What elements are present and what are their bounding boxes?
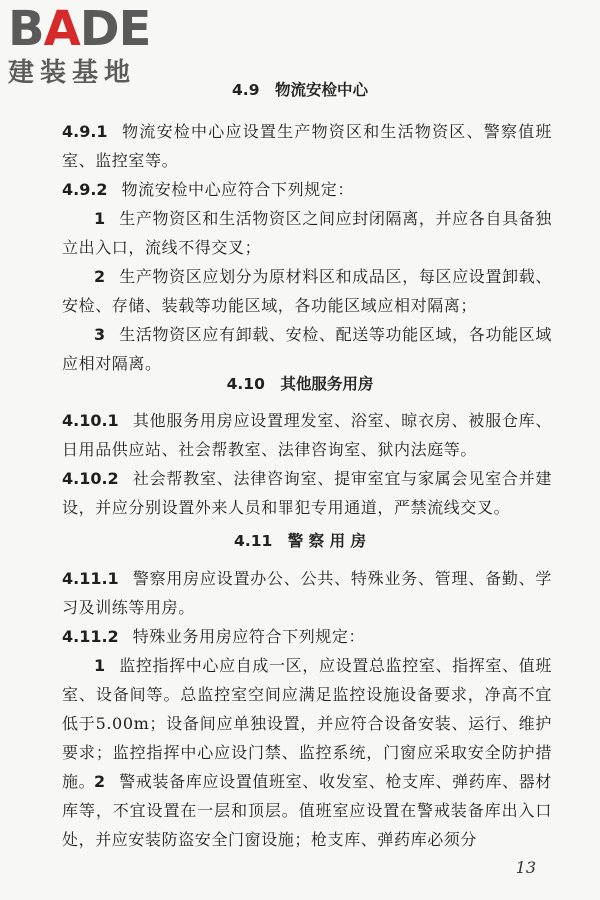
clause-number: 4.10.1 bbox=[62, 411, 119, 430]
item-text: 监控指挥中心应自成一区，应设置总监控室、指挥室、值班室、设备间等。总监控室空间应满足监控设施设备要求，净高不宜低于5.00m；设备间应单独设置，并应符合设备安装、运行、维护要求；监控指挥中心应设门禁、监控系统，门窗应采取安全防护措施。 bbox=[62, 656, 552, 791]
clause-4-11-2 bbox=[62, 622, 552, 651]
clause-text: 社会帮教室、法律咨询室、提审室宜与家属会见室合并建设，并应分别设置外来人员和罪犯专用通道，严禁流线交叉。 bbox=[62, 469, 552, 517]
clause-4-10-1 bbox=[62, 406, 552, 464]
item-text: 警戒装备库应设置值班室、收发室、枪支库、弹药库、器材库等，不宜设置在一层和顶层。值班室应设置在警戒装备库出入口处，并应安装防盗安全门窗设施；枪支库、弹药库必须分 bbox=[62, 772, 552, 849]
item-number: 1 bbox=[94, 209, 106, 228]
clause-4-11-1 bbox=[62, 564, 552, 622]
clause-4-9-2-item-1 bbox=[62, 204, 552, 262]
clause-4-11-2-item-2 bbox=[62, 767, 552, 854]
item-number: 2 bbox=[94, 772, 106, 791]
clause-4-9-2-item-2 bbox=[62, 262, 552, 320]
clause-4-10-2 bbox=[62, 464, 552, 522]
section-heading-4-10: 4.10 其他服务用房 bbox=[226, 375, 374, 393]
clause-4-9-1 bbox=[62, 117, 552, 175]
clause-text: 警察用房应设置办公、公共、特殊业务、管理、备勤、学习及训练等用房。 bbox=[62, 569, 552, 617]
logo-subtitle: 建装基地 bbox=[8, 58, 137, 88]
item-text: 生产物资区和生活物资区之间应封闭隔离，并应各自具备独立出入口，流线不得交叉； bbox=[62, 209, 552, 257]
clause-text: 物流安检中心应符合下列规定： bbox=[121, 180, 354, 199]
clause-number: 4.9.2 bbox=[62, 180, 108, 199]
clause-text: 其他服务用房应设置理发室、浴室、晾衣房、被服仓库、日用品供应站、社会帮教室、法律咨询室、狱内法庭等。 bbox=[62, 411, 552, 459]
item-text: 生产物资区应划分为原材料区和成品区，每区应设置卸载、安检、存储、装载等功能区域，各功能区域应相对隔离； bbox=[62, 267, 552, 315]
section-heading-4-11: 4.11 警 察 用 房 bbox=[234, 532, 366, 550]
bade-logo bbox=[8, 1, 178, 88]
logo-wordmark: BADE bbox=[8, 1, 151, 57]
clause-text: 物流安检中心应设置生产物资区和生活物资区、警察值班室、监控室等。 bbox=[62, 122, 552, 170]
clause-4-9-2 bbox=[62, 175, 552, 204]
clause-4-9-2-item-3 bbox=[62, 320, 552, 378]
item-number: 2 bbox=[94, 267, 106, 286]
item-number: 3 bbox=[94, 325, 106, 344]
clause-number: 4.9.1 bbox=[62, 122, 108, 141]
item-number: 1 bbox=[94, 656, 106, 675]
clause-number: 4.11.1 bbox=[62, 569, 119, 588]
clause-text: 特殊业务用房应符合下列规定： bbox=[132, 627, 366, 646]
section-heading-4-9: 4.9 物流安检中心 bbox=[232, 81, 368, 99]
page-number: 13 bbox=[515, 858, 536, 877]
clause-number: 4.11.2 bbox=[62, 627, 119, 646]
clause-number: 4.10.2 bbox=[62, 469, 119, 488]
item-text: 生活物资区应有卸载、安检、配送等功能区域，各功能区域应相对隔离。 bbox=[62, 325, 552, 373]
